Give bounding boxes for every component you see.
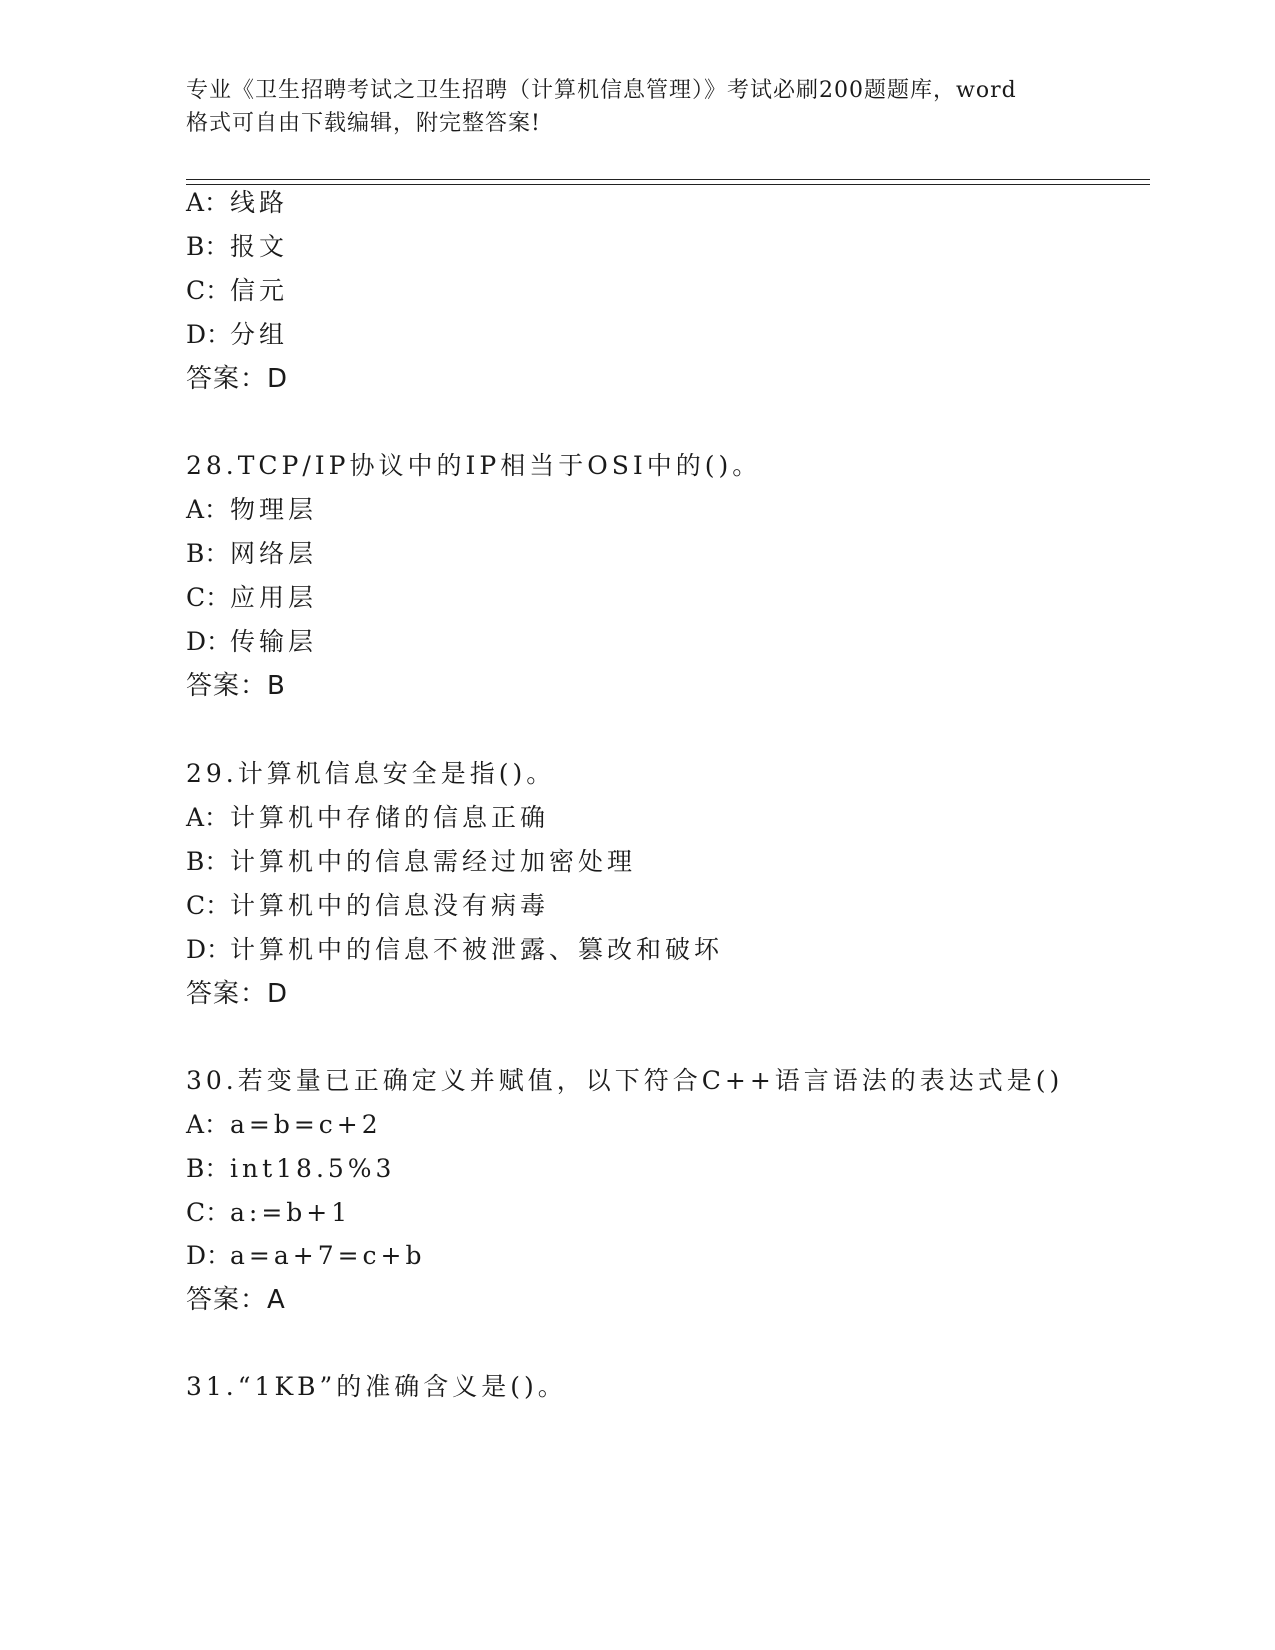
option-text: a=a+7=c+b [230, 1241, 426, 1270]
option-text: 分组 [230, 320, 289, 349]
header-line-1: 专业《卫生招聘考试之卫生招聘（计算机信息管理）》考试必刷200题题库，word [186, 78, 1017, 103]
option-letter: A： [186, 803, 230, 832]
option-text: a:=b+1 [230, 1198, 352, 1227]
option-a [186, 188, 288, 218]
option-text: 计算机中的信息需经过加密处理 [230, 847, 637, 876]
option-letter: A： [186, 1110, 230, 1139]
header-divider-top [186, 179, 1150, 180]
document-header [186, 74, 1086, 140]
option-text: 计算机中的信息不被泄露、篡改和破坏 [230, 935, 724, 964]
option-letter: B： [186, 232, 230, 261]
option-text: 报文 [230, 232, 289, 261]
option-letter: C： [186, 583, 231, 612]
answer-line: 答案：A [186, 1285, 286, 1315]
option-c [186, 276, 288, 306]
option-text: 计算机中的信息没有病毒 [230, 891, 550, 920]
option-letter: D： [186, 627, 232, 656]
option-b [186, 232, 288, 262]
option-c [186, 1198, 351, 1228]
option-text: a=b=c+2 [230, 1110, 382, 1139]
option-a [186, 1110, 382, 1140]
option-d [186, 627, 317, 657]
question-31: 31.“1KB”的准确含义是()。 [186, 1372, 567, 1401]
option-letter: A： [186, 188, 230, 217]
question-28: 28.TCP/IP协议中的IP相当于OSI中的()。 [186, 451, 762, 480]
option-letter: C： [186, 1198, 231, 1227]
option-letter: A： [186, 495, 230, 524]
option-text: 物理层 [230, 495, 318, 524]
option-text: 信元 [230, 276, 289, 305]
option-letter: D： [186, 320, 232, 349]
question-29: 29.计算机信息安全是指()。 [186, 759, 556, 788]
option-text: 传输层 [230, 627, 318, 656]
option-letter: D： [186, 1241, 232, 1270]
option-text: int18.5%3 [230, 1154, 396, 1183]
option-letter: C： [186, 276, 231, 305]
option-c [186, 891, 549, 921]
option-text: 计算机中存储的信息正确 [230, 803, 550, 832]
option-d [186, 935, 723, 965]
option-letter: B： [186, 847, 230, 876]
option-text: 线路 [230, 188, 289, 217]
header-line-2: 格式可自由下载编辑，附完整答案! [186, 111, 541, 136]
option-text: 应用层 [230, 583, 318, 612]
option-c [186, 583, 317, 613]
option-d [186, 320, 288, 350]
option-letter: C： [186, 891, 231, 920]
header-divider-bottom [186, 184, 1150, 185]
option-b [186, 539, 317, 569]
answer-line: 答案：B [186, 671, 286, 701]
option-letter: D： [186, 935, 232, 964]
question-30: 30.若变量已正确定义并赋值，以下符合C++语言语法的表达式是() [186, 1066, 1064, 1095]
option-letter: B： [186, 539, 230, 568]
option-b [186, 1154, 395, 1184]
option-d [186, 1241, 426, 1271]
option-text: 网络层 [230, 539, 318, 568]
option-a [186, 495, 317, 525]
answer-line: 答案：D [186, 979, 289, 1009]
option-letter: B： [186, 1154, 230, 1183]
option-b [186, 847, 636, 877]
answer-line: 答案：D [186, 364, 289, 394]
option-a [186, 803, 549, 833]
